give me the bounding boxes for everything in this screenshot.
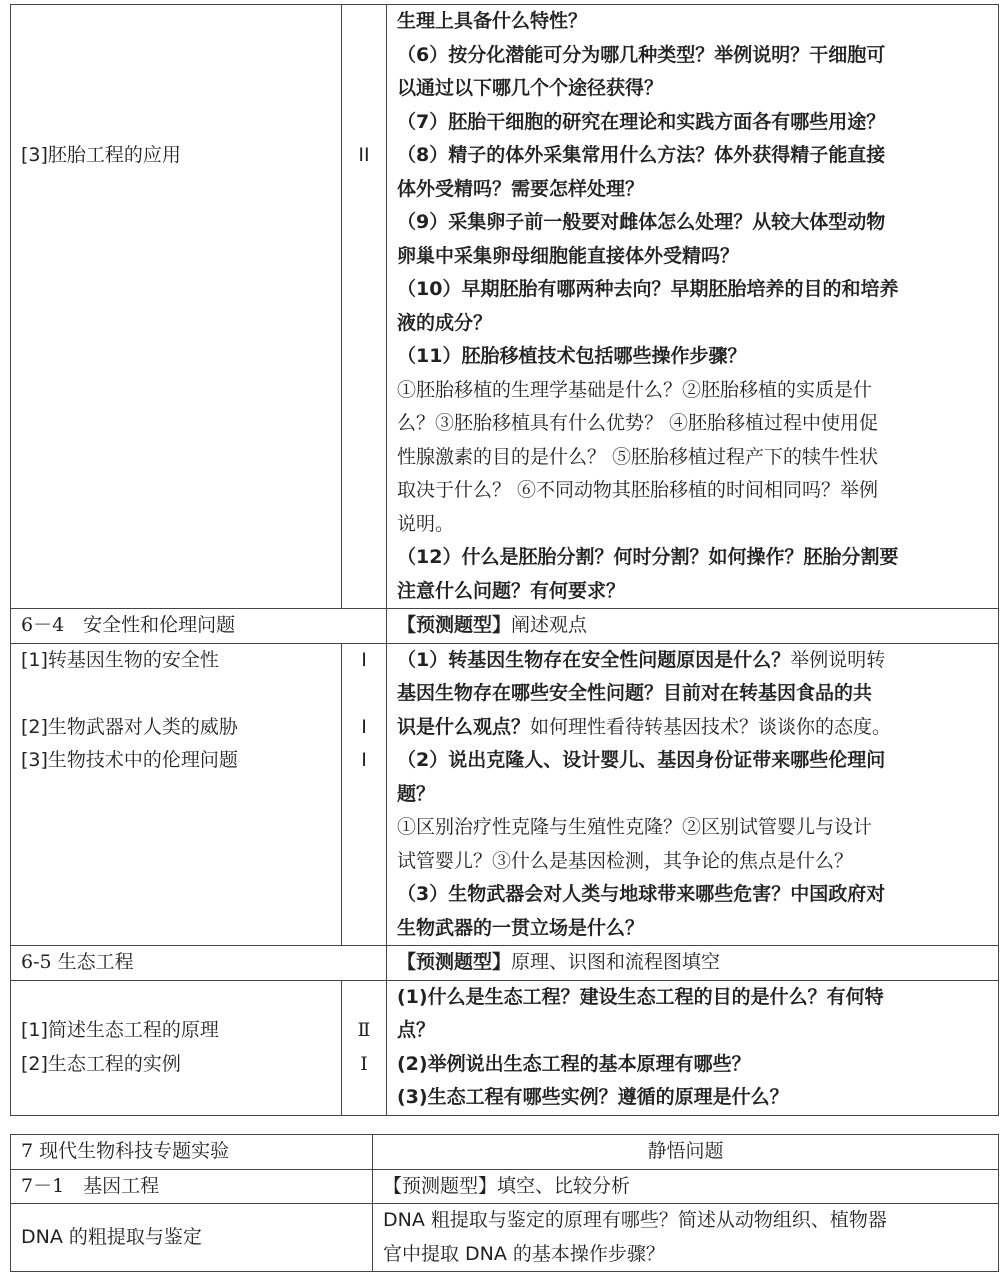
header-left: 7 现代生物科技专题实验 [21, 1140, 230, 1162]
questions-cell [387, 643, 999, 946]
section-title-cell [11, 1169, 373, 1204]
predict-label: 【预测题型】 [397, 614, 512, 636]
level-label [342, 981, 386, 1015]
header-left-cell [11, 1135, 373, 1170]
question-segment: （1）转基因生物存在安全性问题原因是什么？ [397, 648, 791, 671]
question-segment: 题？ [397, 782, 436, 805]
question-line [397, 744, 990, 778]
section-title: 7－1 基因工程 [21, 1174, 160, 1197]
question-line: 官中提取 DNA 的基本操作步骤？ [383, 1242, 665, 1265]
question-segment: （3）生物武器会对人类与地球带来哪些危害？中国政府对 [397, 883, 886, 905]
question-line: （6）按分化潜能可分为哪几种类型？举例说明？干细胞可 [397, 43, 886, 66]
level-cell [342, 643, 387, 946]
table-row [11, 980, 999, 1115]
question-segment: 识是什么观点？ [397, 715, 531, 738]
topic-label: [3]胚胎工程的应用 [21, 144, 181, 166]
section-header-row [11, 1169, 999, 1204]
level-cell [342, 980, 387, 1115]
question-line [397, 811, 990, 845]
topic-label [21, 677, 341, 711]
question-segment: 举例说明转 [790, 648, 886, 671]
question-line: (3)生态工程有哪些实例？遵循的原理是什么？ [397, 1086, 789, 1108]
question-line: ①胚胎移植的生理学基础是什么？②胚胎移植的实质是什 [397, 378, 873, 401]
level-label: I [361, 648, 367, 671]
topic-cell [11, 5, 342, 609]
question-line: （12）什么是胚胎分割？何时分割？如何操作？胚胎分割要 [397, 546, 899, 568]
question-line: （10）早期胚胎有哪两种去向？早期胚胎培养的目的和培养 [397, 278, 899, 300]
question-line [397, 912, 990, 946]
topic-cell [11, 643, 342, 946]
predict-cell [373, 1169, 999, 1204]
level-label: I [361, 749, 367, 771]
question-line: （9）采集卵子前一般要对雌体怎么处理？从较大体型动物 [397, 211, 886, 233]
question-segment: （2）说出克隆人、设计婴儿、基因身份证带来哪些伦理问 [397, 749, 886, 771]
section-title-cell [11, 609, 387, 644]
question-line: 卵巢中采集卵母细胞能直接体外受精吗？ [397, 244, 740, 267]
question-line [397, 845, 990, 879]
table-row [11, 1204, 999, 1272]
section-header-row [11, 946, 999, 981]
header-right: 静悟问题 [647, 1140, 724, 1162]
section-title: 6-5 生态工程 [21, 951, 134, 973]
level-label: Ⅱ [357, 1019, 371, 1041]
question-line [397, 677, 990, 711]
topic-label: [1]简述生态工程的原理 [21, 1019, 219, 1041]
question-segment: 试管婴儿？③什么是基因检测，其争论的焦点是什么？ [397, 849, 854, 872]
predict-cell [387, 609, 999, 644]
question-line: (2)举例说出生态工程的基本原理有哪些？ [397, 1052, 751, 1075]
section-title: 6－4 安全性和伦理问题 [21, 614, 236, 636]
question-line: 注意什么问题？有何要求？ [397, 579, 626, 602]
level-cell [342, 5, 387, 609]
predict-label: 【预测题型】 [383, 1174, 498, 1197]
question-line: DNA 粗提取与鉴定的原理有哪些？简述从动物组织、植物器 [383, 1209, 887, 1231]
question-line: （8）精子的体外采集常用什么方法？体外获得精子能直接 [397, 144, 886, 166]
question-segment: 如何理性看待转基因技术？谈谈你的态度。 [530, 715, 892, 738]
topic-label: [2]生态工程的实例 [21, 1052, 181, 1075]
question-segment: ①区别治疗性克隆与生殖性克隆？②区别试管婴儿与设计 [397, 816, 873, 838]
question-line [397, 878, 990, 912]
table-row [11, 643, 999, 946]
question-segment: 生物武器的一贯立场是什么？ [397, 916, 645, 939]
question-line: 生理上具备什么特性？ [397, 10, 588, 32]
question-line [397, 711, 990, 745]
question-segment: 基因生物存在哪些安全性问题？目前对在转基因食品的共 [397, 682, 873, 704]
topic-label: [2]生物武器对人类的威胁 [21, 715, 238, 738]
question-line: 说明。 [397, 512, 455, 535]
table-row [11, 5, 999, 609]
level-label: II [358, 144, 370, 166]
question-line: 以通过以下哪几个个途径获得？ [397, 77, 664, 99]
question-line: 液的成分？ [397, 311, 493, 334]
level-label: Ⅰ [360, 1052, 368, 1075]
questions-cell [387, 5, 999, 609]
question-line [397, 644, 990, 678]
question-line: (1)什么是生态工程？建设生态工程的目的是什么？有何特 [397, 985, 884, 1008]
topic-label [21, 1081, 341, 1115]
predict-text: 填空、比较分析 [497, 1174, 631, 1197]
question-line: 么？③胚胎移植具有什么优势？ ④胚胎移植过程中使用促 [397, 412, 879, 434]
question-line: 取决于什么？ ⑥不同动物其胚胎移植的时间相同吗？举例 [397, 479, 879, 501]
table-header-row [11, 1135, 999, 1170]
curriculum-table-section-6 [10, 4, 999, 1116]
questions-cell [373, 1204, 999, 1272]
header-right-cell [373, 1135, 999, 1170]
predict-text: 阐述观点 [511, 614, 588, 636]
topic-cell [11, 980, 342, 1115]
question-line: （11）胚胎移植技术包括哪些操作步骤？ [397, 345, 747, 367]
topic-cell [11, 1204, 373, 1272]
questions-cell [387, 980, 999, 1115]
topic-label: DNA 的粗提取与鉴定 [21, 1226, 202, 1248]
topic-label [21, 981, 341, 1015]
level-label: I [361, 715, 367, 738]
question-line: 性腺激素的目的是什么？ ⑤胚胎移植过程产下的犊牛性状 [397, 445, 879, 468]
topic-label: [3]生物技术中的伦理问题 [21, 749, 238, 771]
predict-label: 【预测题型】 [397, 951, 512, 973]
topic-label: [1]转基因生物的安全性 [21, 648, 219, 671]
section-title-cell [11, 946, 387, 981]
section-header-row [11, 609, 999, 644]
question-line: （7）胚胎干细胞的研究在理论和实践方面各有哪些用途？ [397, 110, 886, 133]
question-line: 体外受精吗？需要怎样处理？ [397, 177, 645, 200]
curriculum-table-section-7 [10, 1134, 999, 1272]
question-line: 点？ [397, 1019, 436, 1041]
level-label [342, 677, 386, 711]
question-line [397, 778, 990, 812]
level-label [342, 1081, 386, 1115]
predict-cell [387, 946, 999, 981]
predict-text: 原理、识图和流程图填空 [511, 951, 721, 973]
